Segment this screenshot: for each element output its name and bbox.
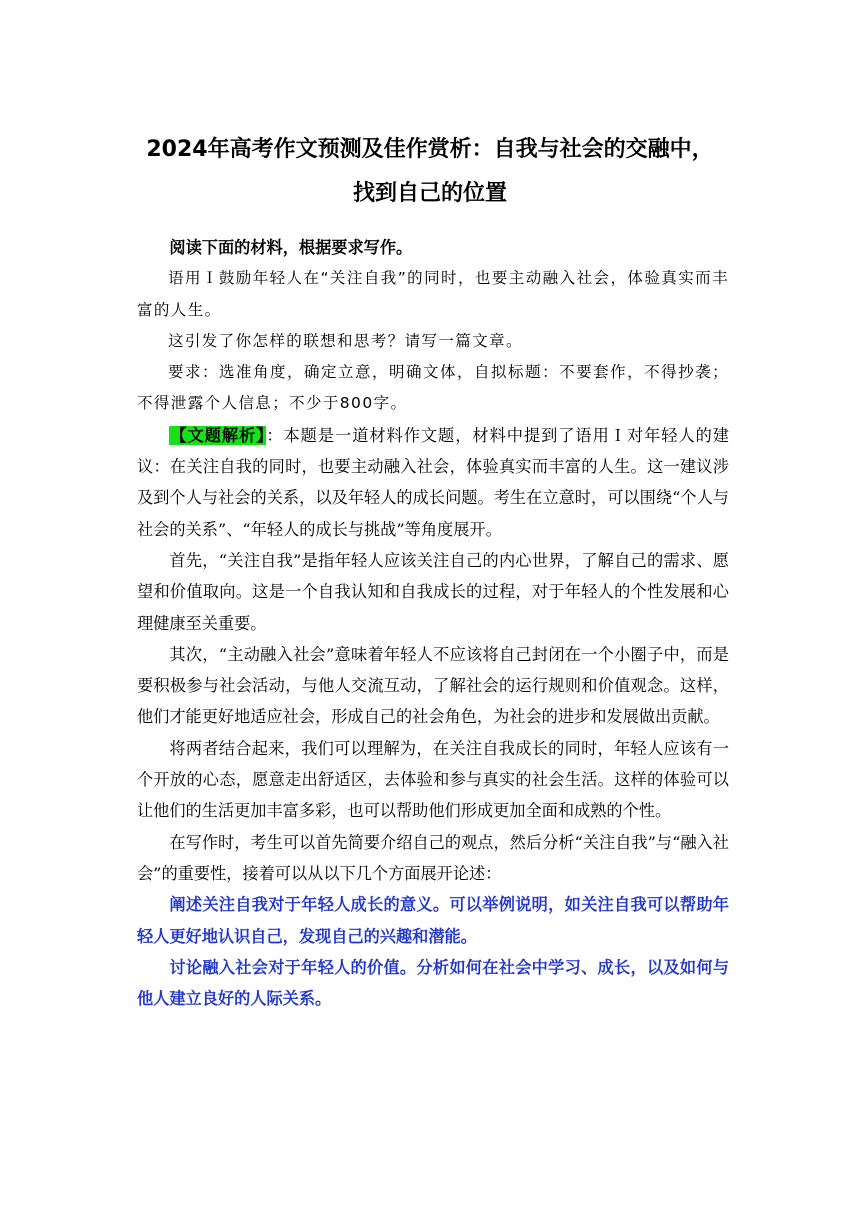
analysis-paragraph-1-text: ：本题是一道材料作文题，材料中提到了语用Ｉ对年轻人的建议：在关注自我的同时，也要主动融入社会，体验真实而丰富的人生。这一建议涉及到个人与社会的关系，以及年轻人的成长问题。考生在立意时，可以围绕“个人与社会的关系”、“年轻人的成长与挑战”等角度展开。 xyxy=(137,425,729,539)
prompt-requirements: 要求：选准角度，确定立意，明确文体，自拟标题：不要套作，不得抄袭；不得泄露个人信息；不少于800字。 xyxy=(137,363,729,413)
prompt-question: 这引发了你怎样的联想和思考？请写一篇文章。 xyxy=(168,331,523,350)
analysis-paragraph-1 xyxy=(137,420,729,545)
analysis-paragraph-4: 将两者结合起来，我们可以理解为，在关注自我成长的同时，年轻人应该有一个开放的心态，愿意走出舒适区，去体验和参与真实的社会生活。这样的体验可以让他们的生活更加丰富多彩，也可以帮助他们形成更加全面和成熟的个性。 xyxy=(137,738,729,821)
document-title-line1: 2024年高考作文预测及佳作赏析：自我与社会的交融中， xyxy=(146,137,714,162)
analysis-point-2: 讨论融入社会对于年轻人的价值。分析如何在社会中学习、成长，以及如何与他人建立良好的人际关系。 xyxy=(137,957,729,1009)
analysis-paragraph-5: 在写作时，考生可以首先简要介绍自己的观点，然后分析“关注自我”与“融入社会”的重要性，接着可以从以下几个方面展开论述： xyxy=(137,832,729,883)
analysis-paragraph-2: 首先，“关注自我”是指年轻人应该关注自己的内心世界，了解自己的需求、愿望和价值取向。这是一个自我认知和自我成长的过程，对于年轻人的个性发展和心理健康至关重要。 xyxy=(137,550,729,633)
analysis-paragraph-3: 其次，“主动融入社会”意味着年轻人不应该将自己封闭在一个小圈子中，而是要积极参与社会活动，与他人交流互动，了解社会的运行规则和价值观念。这样，他们才能更好地适应社会，形成自己的社会角色，为社会的进步和发展做出贡献。 xyxy=(137,644,729,727)
analysis-tag: 【文题解析】 xyxy=(170,425,266,445)
prompt-instruction: 阅读下面的材料，根据要求写作。 xyxy=(169,238,413,257)
document-body xyxy=(137,232,729,1014)
analysis-point-1: 阐述关注自我对于年轻人成长的意义。可以举例说明，如关注自我可以帮助年轻人更好地认识自己，发现自己的兴趣和潜能。 xyxy=(137,895,729,946)
prompt-material: 语用Ｉ鼓励年轻人在“关注自我”的同时，也要主动融入社会，体验真实而丰富的人生。 xyxy=(137,269,729,319)
document-title-line2: 找到自己的位置 xyxy=(352,181,507,206)
